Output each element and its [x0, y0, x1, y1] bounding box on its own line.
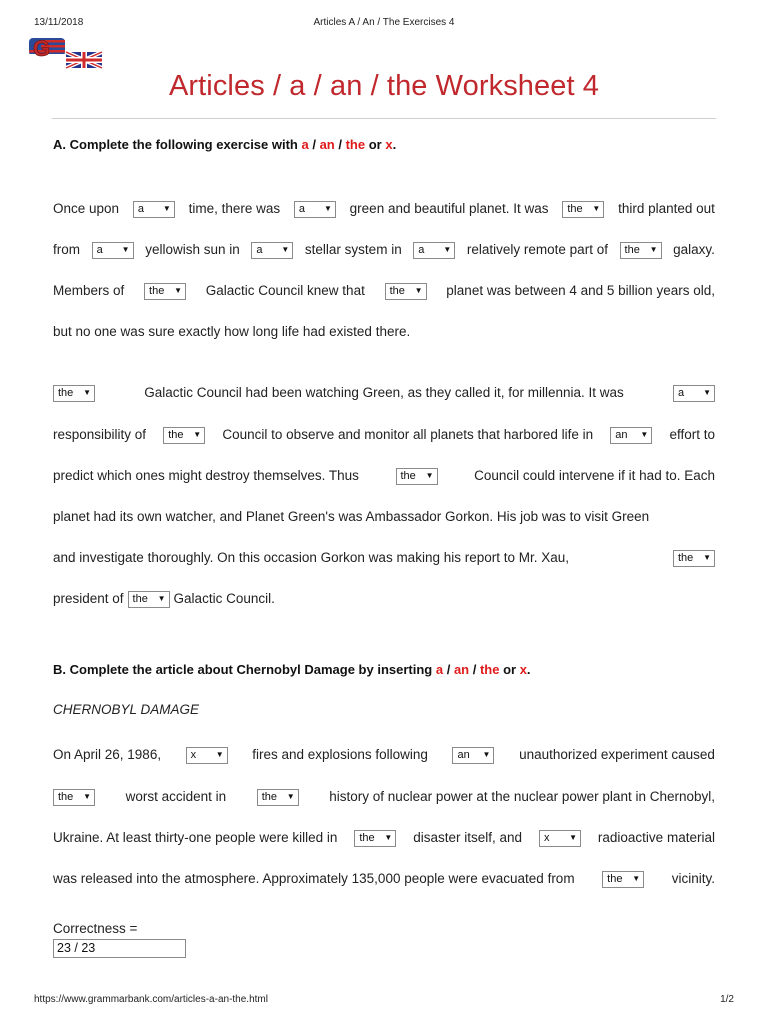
- text-fragment: president of: [53, 591, 124, 606]
- text-fragment: fires and explosions following: [252, 747, 428, 762]
- separator: /: [334, 137, 346, 152]
- select-value: a: [96, 244, 103, 256]
- text-fragment: and investigate thoroughly. On this occasion Gorkon was making his report to Mr. Xau,: [53, 550, 570, 565]
- dropdown-arrow-icon: ▼: [193, 430, 202, 439]
- select-value: a: [298, 203, 306, 215]
- correctness-score-field[interactable]: 23 / 23: [53, 939, 186, 958]
- correctness-label: Correctness =: [53, 921, 138, 936]
- article-select[interactable]: [620, 242, 662, 259]
- print-url: https://www.grammarbank.com/articles-a-an-the.html: [34, 994, 268, 1005]
- paragraph-2-line-6: [53, 588, 715, 610]
- select-value: the: [400, 470, 416, 482]
- text-fragment: Galactic Council had been watching Green, as they called it, for millennia. It was: [144, 385, 624, 400]
- article-select[interactable]: [251, 242, 293, 259]
- dropdown-arrow-icon: ▼: [482, 750, 491, 759]
- dropdown-arrow-icon: ▼: [83, 792, 91, 801]
- section-a-heading: [53, 137, 396, 152]
- paragraph-2-line-4: [53, 506, 715, 528]
- article-select[interactable]: [452, 747, 494, 764]
- print-page-title: Articles A / An / The Exercises 4: [313, 17, 455, 28]
- dropdown-arrow-icon: ▼: [640, 430, 649, 439]
- separator: /: [443, 662, 454, 677]
- paragraph-1-line-3: [53, 280, 715, 302]
- select-value: the: [624, 244, 640, 256]
- option-the-label: the: [345, 137, 366, 152]
- article-select[interactable]: [354, 830, 396, 847]
- paragraph-2-line-3: [53, 465, 715, 487]
- section-a-heading-text: A. Complete the following exercise with: [53, 137, 302, 152]
- paragraph-2-line-5: [53, 547, 715, 569]
- article-subtitle-text: CHERNOBYL DAMAGE: [53, 702, 200, 717]
- select-value: the: [149, 285, 165, 297]
- section-b-heading-text: B. Complete the article about Chernobyl Damage by inserting: [53, 662, 436, 677]
- dropdown-arrow-icon: ▼: [174, 286, 183, 295]
- or-text: or: [499, 662, 520, 677]
- dropdown-arrow-icon: ▼: [649, 245, 658, 254]
- text-fragment: Council could intervene if it had to. Each: [474, 468, 715, 483]
- paragraph-1-line-4: [53, 321, 715, 343]
- dropdown-arrow-icon: ▼: [425, 471, 434, 480]
- article-select[interactable]: [396, 468, 438, 485]
- article-subtitle: [53, 699, 715, 721]
- section-b-line-2: [53, 786, 715, 808]
- flags-logo-icon: [28, 36, 104, 70]
- select-value: the: [567, 203, 583, 215]
- dropdown-arrow-icon: ▼: [384, 833, 393, 842]
- article-select[interactable]: [186, 747, 228, 764]
- dropdown-arrow-icon: ▼: [215, 750, 224, 759]
- article-select[interactable]: [53, 385, 95, 402]
- text-fragment: history of nuclear power at the nuclear power plant in Chernobyl,: [329, 789, 715, 804]
- text-fragment: was released into the atmosphere. Approximately 135,000 people were evacuated from: [53, 871, 575, 886]
- paragraph-2-line-1: [53, 382, 715, 404]
- text-fragment: Once upon: [53, 201, 120, 216]
- print-page-number: 1/2: [720, 994, 734, 1005]
- text-fragment: third planted out: [618, 201, 715, 216]
- text-fragment: unauthorized experiment caused: [519, 747, 715, 762]
- site-logo[interactable]: [28, 36, 104, 70]
- article-select[interactable]: [144, 283, 186, 300]
- article-select[interactable]: [294, 201, 336, 218]
- article-select[interactable]: [602, 871, 644, 888]
- text-fragment: relatively remote part of: [466, 242, 608, 257]
- separator: /: [469, 662, 480, 677]
- select-value: the: [58, 791, 74, 803]
- article-select[interactable]: [562, 201, 604, 218]
- article-select[interactable]: [673, 385, 715, 402]
- text-fragment: stellar system in: [304, 242, 402, 257]
- option-x-label: x: [385, 137, 393, 152]
- svg-text:G: G: [33, 36, 51, 61]
- select-value: x: [543, 832, 550, 844]
- article-select[interactable]: [673, 550, 715, 567]
- print-header: [0, 17, 768, 31]
- text-fragment: radioactive material: [597, 830, 715, 845]
- article-select[interactable]: [133, 201, 175, 218]
- article-select[interactable]: [163, 427, 205, 444]
- select-value: the: [678, 552, 694, 564]
- option-a-label: a: [301, 137, 309, 152]
- text-fragment: galaxy.: [673, 242, 715, 257]
- select-value: an: [615, 429, 628, 441]
- title-divider: [52, 118, 716, 119]
- dropdown-arrow-icon: ▼: [703, 553, 711, 562]
- dropdown-arrow-icon: ▼: [162, 204, 171, 213]
- period: .: [392, 137, 397, 152]
- dropdown-arrow-icon: ▼: [281, 245, 290, 254]
- dropdown-arrow-icon: ▼: [414, 286, 423, 295]
- text-fragment: effort to: [669, 427, 715, 442]
- text-fragment: predict which ones might destroy themselves. Thus: [53, 468, 359, 483]
- text-fragment: but no one was sure exactly how long life had existed there.: [53, 324, 411, 339]
- select-value: the: [389, 285, 405, 297]
- print-date: 13/11/2018: [34, 17, 84, 28]
- select-value: the: [359, 832, 375, 844]
- section-b-line-4: [53, 868, 715, 890]
- section-b-heading: [53, 662, 531, 677]
- or-text: or: [365, 137, 386, 152]
- select-value: the: [168, 429, 184, 441]
- option-an-label: an: [453, 662, 470, 677]
- select-value: the: [261, 791, 277, 803]
- select-value: the: [132, 593, 148, 605]
- dropdown-arrow-icon: ▼: [286, 792, 295, 801]
- text-fragment: worst accident in: [125, 789, 227, 804]
- section-b-line-1: [53, 744, 715, 766]
- period: .: [526, 662, 531, 677]
- text-fragment: from: [53, 242, 80, 257]
- dropdown-arrow-icon: ▼: [569, 833, 577, 842]
- select-value: a: [418, 244, 425, 256]
- text-fragment: Galactic Council knew that: [205, 283, 365, 298]
- dropdown-arrow-icon: ▼: [592, 204, 601, 213]
- article-select[interactable]: [53, 789, 95, 806]
- select-value: an: [457, 749, 470, 761]
- select-value: a: [256, 244, 263, 256]
- article-select[interactable]: [539, 830, 581, 847]
- article-select[interactable]: [385, 283, 427, 300]
- select-value: x: [190, 749, 197, 761]
- select-value: a: [137, 203, 144, 215]
- text-fragment: Galactic Council.: [173, 591, 275, 606]
- text-fragment: responsibility of: [53, 427, 147, 442]
- text-fragment: disaster itself, and: [413, 830, 523, 845]
- article-select[interactable]: [257, 789, 299, 806]
- dropdown-arrow-icon: ▼: [443, 245, 452, 254]
- paragraph-1-line-1: [53, 198, 715, 220]
- select-value: the: [607, 873, 623, 885]
- text-fragment: time, there was: [188, 201, 281, 216]
- text-fragment: planet was between 4 and 5 billion years old,: [446, 283, 715, 298]
- article-select[interactable]: [413, 242, 455, 259]
- select-value: a: [678, 387, 685, 399]
- text-fragment: Members of: [53, 283, 125, 298]
- dropdown-arrow-icon: ▼: [157, 594, 166, 603]
- option-the-label: the: [479, 662, 500, 677]
- text-fragment: planet had its own watcher, and Planet Green's was Ambassador Gorkon. His job was to visit Green: [53, 509, 650, 524]
- dropdown-arrow-icon: ▼: [121, 245, 130, 254]
- text-fragment: Council to observe and monitor all planets that harbored life in: [222, 427, 594, 442]
- paragraph-1-line-2: [53, 239, 715, 261]
- text-fragment: vicinity.: [671, 871, 715, 886]
- text-fragment: On April 26, 1986,: [53, 747, 162, 762]
- dropdown-arrow-icon: ▼: [323, 204, 332, 213]
- section-b-line-3: [53, 827, 715, 849]
- option-an-label: an: [319, 137, 335, 152]
- dropdown-arrow-icon: ▼: [83, 388, 91, 397]
- select-value: the: [58, 387, 74, 399]
- article-select[interactable]: [92, 242, 134, 259]
- page-title: Articles / a / an / the Worksheet 4: [168, 70, 600, 102]
- article-select[interactable]: [610, 427, 652, 444]
- option-a-label: a: [435, 662, 444, 677]
- text-fragment: Ukraine. At least thirty-one people were killed in: [53, 830, 338, 845]
- dropdown-arrow-icon: ▼: [703, 388, 711, 397]
- article-select[interactable]: [128, 591, 170, 608]
- dropdown-arrow-icon: ▼: [632, 874, 641, 883]
- option-x-label: x: [519, 662, 527, 677]
- paragraph-2-line-2: [53, 424, 715, 446]
- text-fragment: yellowish sun in: [145, 242, 240, 257]
- text-fragment: green and beautiful planet. It was: [349, 201, 549, 216]
- separator: /: [308, 137, 320, 152]
